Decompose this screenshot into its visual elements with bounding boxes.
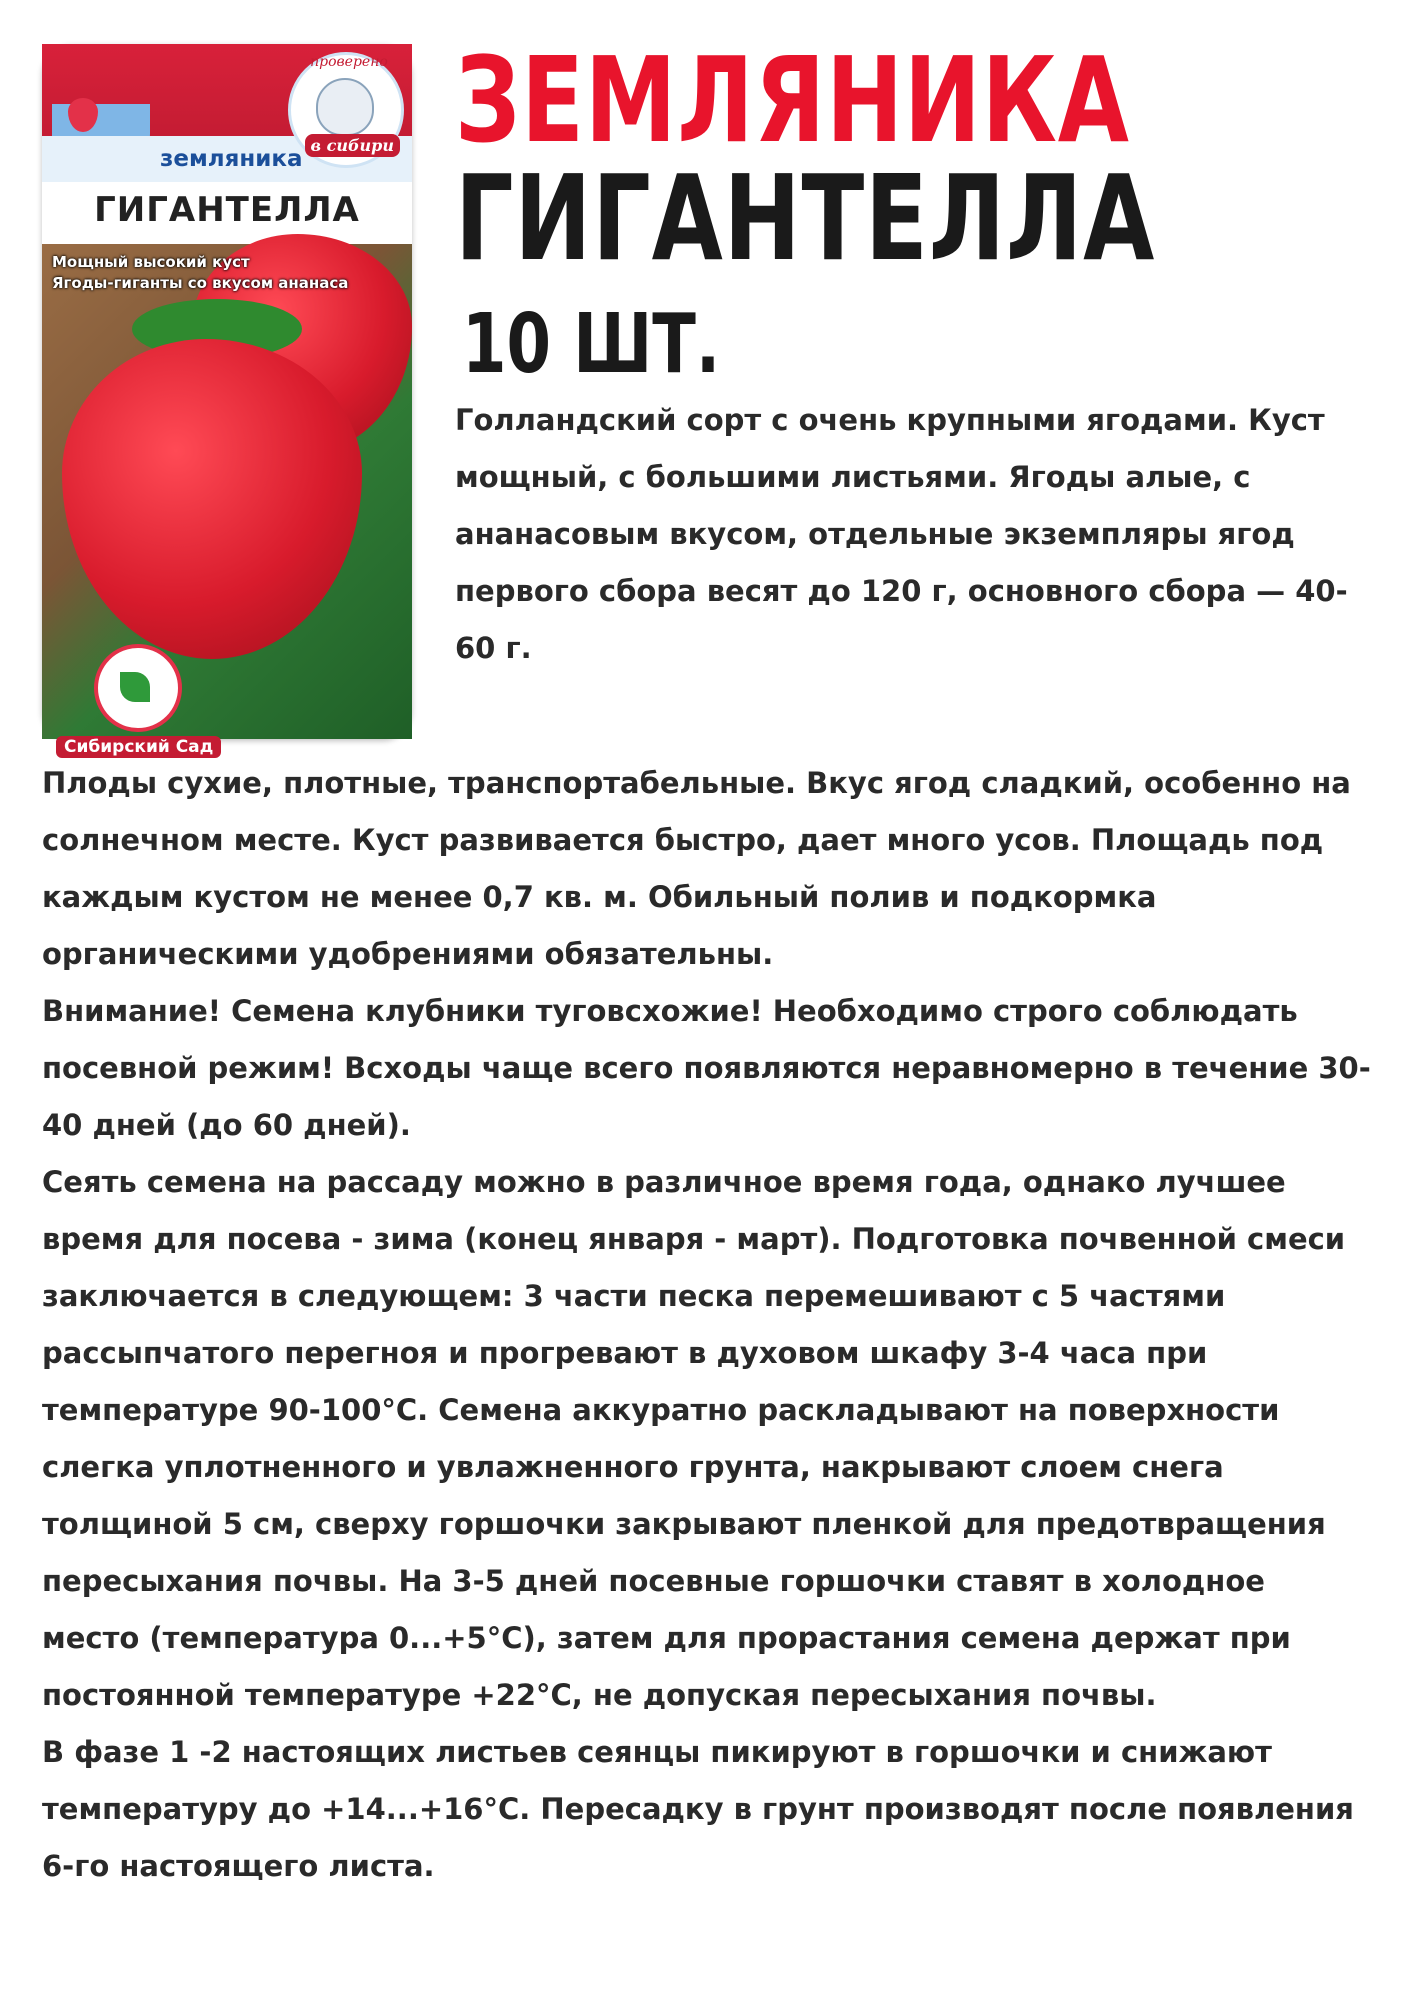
- intro-paragraph: Голландский сорт с очень крупными ягодами. Куст мощный, с большими листьями. Ягоды алые, с ананасовым вкусом, отдельные экземпляры ягод первого сбора весят до 120 г, основного сбора — 40-60 г.: [455, 403, 1348, 665]
- brand-name: Сибирский Сад: [56, 736, 221, 758]
- strawberry-photo: [42, 244, 412, 739]
- paragraph-transplant: В фазе 1 -2 настоящих листьев сеянцы пикируют в горшочки и снижают температуру до +14...+16°С. Пересадку в грунт производят после появления 6-го настоящего листа.: [42, 1735, 1354, 1883]
- strawberry-front: [62, 339, 362, 659]
- packet-variety-name: ГИГАНТЕЛЛА: [94, 190, 360, 230]
- packet-desc-line2: Ягоды-гиганты со вкусом ананаса: [52, 274, 349, 292]
- paragraph-sowing: Сеять семена на рассаду можно в различное время года, однако лучшее время для посева - зима (конец января - март). Подготовка почвенной смеси заключается в следующем: 3 части песка перемешивают с 5 частями рассыпчатого перегноя и прогревают в духовом шкафу 3-4 часа при температуре 90-100°С. Семена аккуратно раскладывают на поверхности слегка уплотненного и увлажненного грунта, накрывают слоем снега толщиной 5 см, сверху горшочки закрывают пленкой для предотвращения пересыхания почвы. На 3-5 дней посевные горшочки ставят в холодное место (температура 0...+5°С), затем для прорастания семена держат при постоянной температуре +22°С, не допуская пересыхания почвы.: [42, 1165, 1346, 1712]
- leaf-icon: [120, 672, 150, 702]
- paragraph-fruit: Плоды сухие, плотные, транспортабельные. Вкус ягод сладкий, особенно на солнечном месте. Куст развивается быстро, дает много усов. Площадь под каждым кустом не менее 0,7 кв. м. Обильный полив и подкормка органическими удобрениями обязательны.: [42, 766, 1351, 971]
- title-line-1: ЗЕМЛЯНИКА: [455, 31, 1130, 169]
- badge-bottom-text: в сибири: [305, 134, 400, 157]
- seed-packet-image: [42, 44, 412, 757]
- title-line-2: ГИГАНТЕЛЛА: [455, 149, 1156, 287]
- packet-kind: земляника: [160, 146, 303, 172]
- paragraph-warning: Внимание! Семена клубники туговсхожие! Необходимо строго соблюдать посевной режим! Всходы чаще всего появляются неравномерно в течение 30-40 дней (до 60 дней).: [42, 994, 1371, 1142]
- packet-desc-line1: Мощный высокий куст: [52, 253, 250, 271]
- bear-icon: [316, 78, 374, 136]
- seed-count: 10 ШТ.: [462, 297, 721, 392]
- packet-description: [52, 252, 348, 294]
- badge-top-text: проверено: [310, 54, 388, 70]
- body-text: [42, 755, 1372, 1895]
